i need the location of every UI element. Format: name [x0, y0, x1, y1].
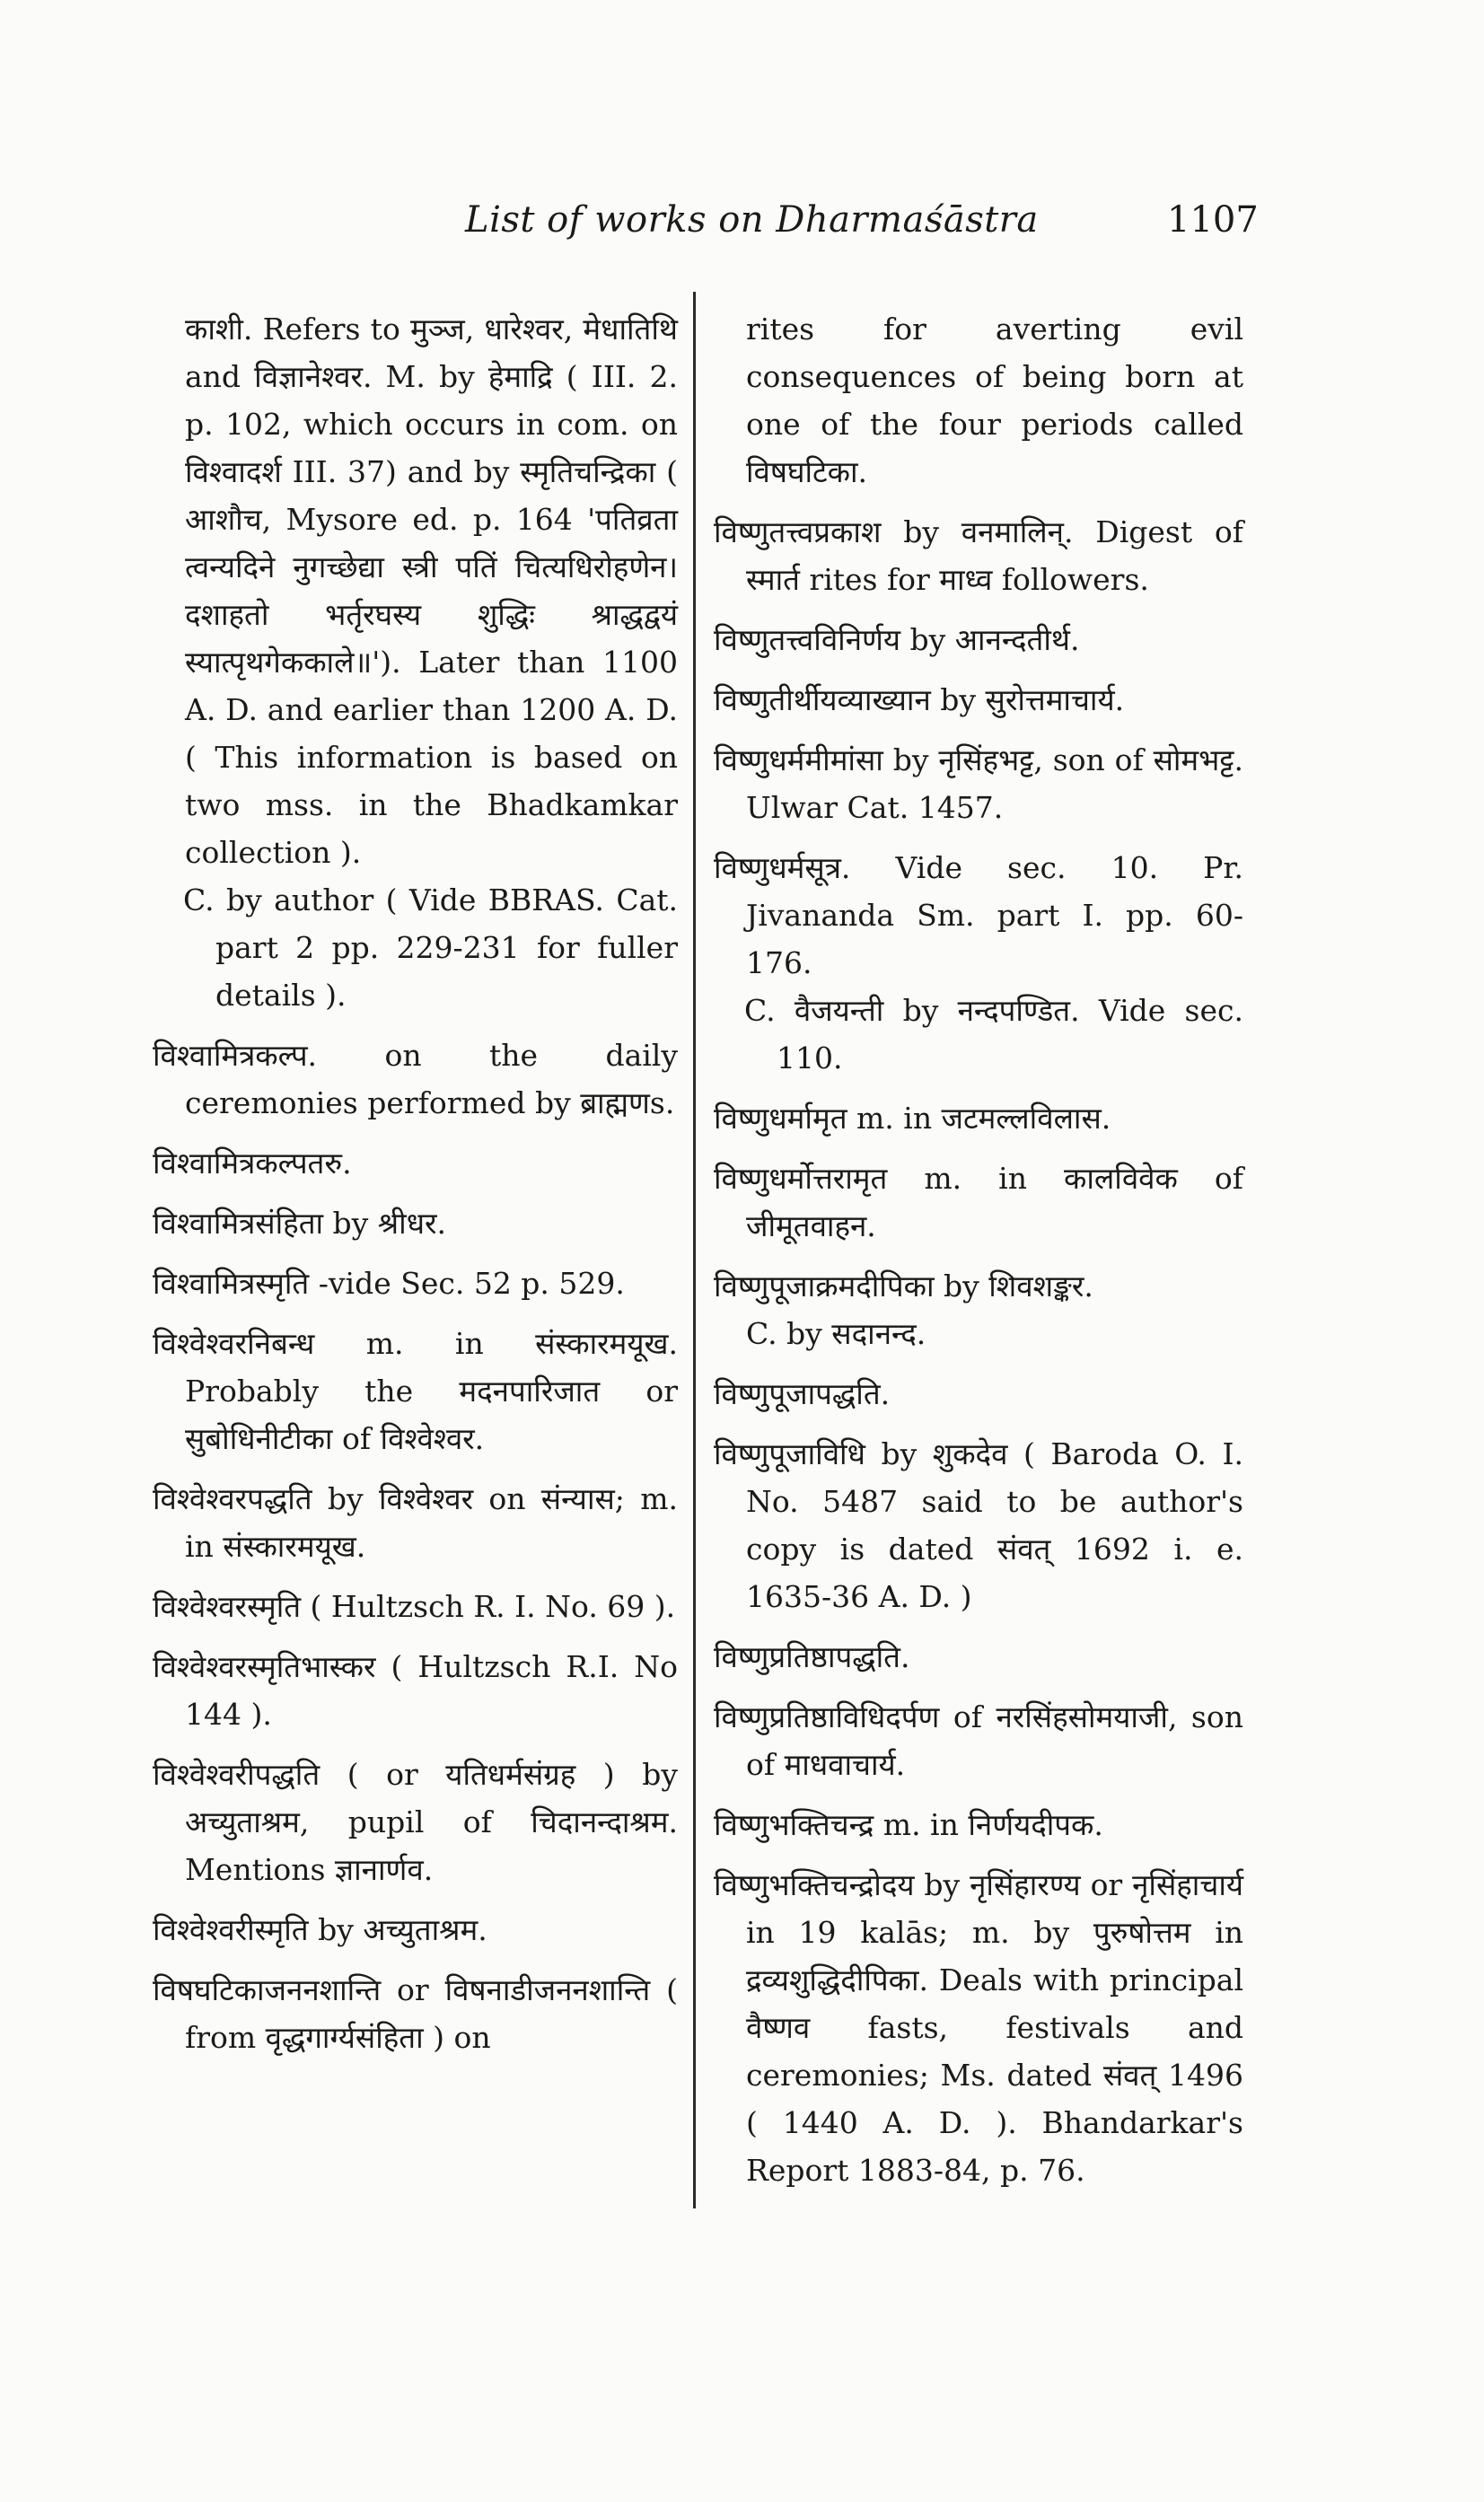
entry-text: विष्णुधर्ममीमांसा by नृसिंहभट्ट, son of सोमभट्ट. Ulwar Cat. 1457.: [714, 742, 1243, 825]
entry-text: विष्णुपूजाविधि by शुकदेव ( Baroda O. I. No. 5487 said to be author's copy is dated संवत् 1692 i. e. 1635-36 A. D. ): [714, 1436, 1243, 1614]
entry-text: विश्वामित्रसंहिता by श्रीधर.: [153, 1206, 446, 1241]
entry-text: विश्वेश्वरीस्मृति by अच्युताश्रम.: [153, 1912, 487, 1947]
entry-text: विष्णुतीर्थीयव्याख्यान by सुरोत्तमाचार्य.: [714, 682, 1125, 717]
entry-text: विश्वामित्रकल्पतरु.: [153, 1146, 352, 1181]
entry-text: काशी. Refers to मुञ्ज, धारेश्वर, मेधातिथि and विज्ञानेश्वर. M. by हेमाद्रि ( III. 2. p. 102, which occurs in com. on विश्वादर्श III. 37) and by स्मृतिचन्द्रिका ( आशौच, Mysore ed. p. 164 'पतिव्रता त्वन्यदिने नुगच्छेद्या स्त्री पतिं चित्यधिरोहणेन। दशाहतो भर्तृरघस्य शुद्धिः श्राद्धद्वयं स्यात्पृथगेककाले॥'). Later than 1100 A. D. and earlier than 1200 A. D.( This information is based on two mss. in the Bhadkamkar collection ).: [185, 312, 678, 870]
entry-text: विष्णुभक्तिचन्द्र m. in निर्णयदीपक.: [714, 1807, 1103, 1842]
entry-text: विष्णुभक्तिचन्द्रोदय by नृसिंहारण्य or नृसिंहाचार्य in 19 kalās; m. by पुरुषोत्तम in द्रव्यशुद्धिदीपिका. Deals with principal वैष्णव fasts, festivals and ceremonies; Ms. dated संवत् 1496 ( 1440 A. D. ). Bhandarkar's Report 1883-84, p. 76.: [714, 1867, 1243, 2188]
entry-commentary: C. वैजयन्ती by नन्दपण्डित. Vide sec. 110.: [744, 993, 1243, 1075]
entry-commentary: C. by author ( Vide BBRAS. Cat. part 2 pp. 229-231 for fuller details ).: [183, 882, 678, 1013]
entry-text: विश्वेश्वरस्मृति ( Hultzsch R. I. No. 69 ).: [153, 1589, 676, 1624]
entry-text: विष्णुधर्मामृत m. in जटमल्लविलास.: [714, 1101, 1111, 1136]
entry-text: विश्वेश्वरस्मृतिभास्कर ( Hultzsch R.I. No 144 ).: [153, 1649, 678, 1732]
entry-text: विश्वेश्वरीपद्धति ( or यतिधर्मसंग्रह ) by अच्युताश्रम, pupil of चिदानन्दाश्रम. Mentions ज्ञानार्णव.: [153, 1757, 678, 1887]
running-header-title: List of works on Dharmaśāstra: [465, 199, 1039, 241]
entry-commentary: C. by सदानन्द.: [746, 1316, 926, 1351]
entry-text: विष्णुपूजापद्धति.: [714, 1376, 891, 1411]
right-column: [714, 305, 1243, 2207]
entry-text: rites for averting evil consequences of being born at one of the four periods called विषघटिका.: [746, 312, 1243, 489]
column-divider: [693, 292, 696, 2208]
entry-text: विषघटिकाजननशान्ति or विषनाडीजननशान्ति ( from वृद्धगार्ग्यसंहिता ) on: [153, 1972, 678, 2055]
entry-text: विश्वामित्रकल्प. on the daily ceremonies performed by ब्राह्मणs.: [153, 1038, 678, 1120]
entry-text: विश्वेश्वरपद्धति by विश्वेश्वर on संन्यास; m. in संस्कारमयूख.: [153, 1481, 678, 1564]
entry-text: विष्णुधर्मसूत्र. Vide sec. 10. Pr. Jivananda Sm. part I. pp. 60-176.: [714, 850, 1243, 980]
entry-text: विष्णुप्रतिष्ठापद्धति.: [714, 1639, 910, 1674]
left-column: [153, 305, 678, 2074]
entry-text: विष्णुधर्मोत्तरामृत m. in कालविवेक of जीमूतवाहन.: [714, 1161, 1243, 1243]
entry-text: विश्वामित्रस्मृति -vide Sec. 52 p. 529.: [153, 1266, 625, 1301]
page-number: 1107: [1167, 199, 1259, 241]
entry-text: विष्णुतत्त्वप्रकाश by वनमालिन्. Digest of स्मार्त rites for माध्व followers.: [714, 514, 1243, 597]
entry-text: विश्वेश्वरनिबन्ध m. in संस्कारमयूख. Probably the मदनपारिजात or सुबोधिनीटीका of विश्वेश्वर.: [153, 1326, 678, 1456]
entry-text: विष्णुप्रतिष्ठाविधिदर्पण of नरसिंहसोमयाजी, son of माधवाचार्य.: [714, 1699, 1243, 1782]
entry-text: विष्णुपूजाक्रमदीपिका by शिवशङ्कर.: [714, 1269, 1093, 1304]
entry-text: विष्णुतत्त्वविनिर्णय by आनन्दतीर्थ.: [714, 622, 1080, 657]
